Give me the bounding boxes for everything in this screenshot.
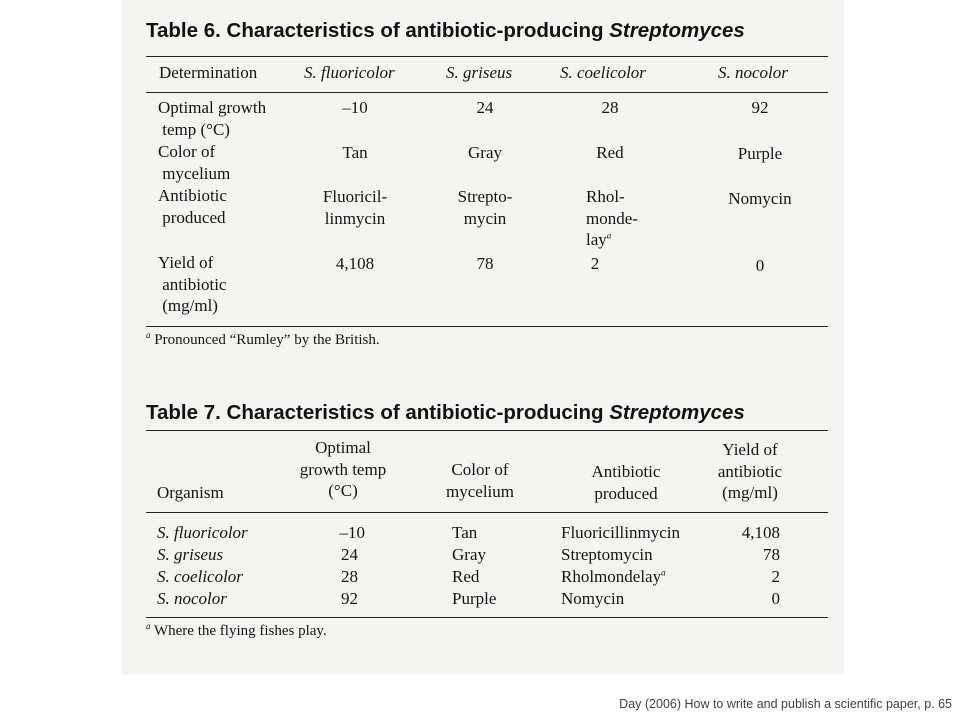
t6-row2-coelicolor: Red <box>596 143 624 162</box>
t6-row3-coelicolor-text: Rhol- monde- lay <box>586 187 638 249</box>
t6-header-fluoricolor: S. fluoricolor <box>304 63 395 82</box>
t7-row4-yield: 0 <box>771 589 780 608</box>
t7-row2-color: Gray <box>452 545 486 564</box>
t6-row4-label: Yield of antibiotic (mg/ml) <box>158 253 227 315</box>
table6-top-rule <box>146 56 828 57</box>
t7-header-organism: Organism <box>157 483 224 502</box>
t6-row1-nocolor: 92 <box>751 98 769 117</box>
t6-row4-fluoricolor: 4,108 <box>335 254 375 273</box>
t7-row1-organism: S. fluoricolor <box>157 523 248 542</box>
t7-row3-antibiotic <box>561 566 666 588</box>
table6-title-text: Table 6. Characteristics of antibiotic-producing <box>146 19 610 42</box>
table6-header-rule <box>146 92 828 93</box>
t6-row3-label: Antibiotic produced <box>158 186 227 227</box>
table6-title <box>146 19 745 43</box>
t7-row3-organism: S. coelicolor <box>157 567 243 586</box>
t6-footnote-text: Pronounced “Rumley” by the British. <box>154 332 380 348</box>
t6-row2-fluoricolor: Tan <box>342 143 368 162</box>
table6-bottom-rule <box>146 326 828 327</box>
t6-row4-griseus: 78 <box>476 254 494 273</box>
t6-row2-nocolor: Purple <box>737 144 783 163</box>
table6-title-genus: Streptomyces <box>609 19 745 42</box>
t7-row2-temp: 24 <box>341 545 358 564</box>
t7-row1-temp: –10 <box>339 523 365 542</box>
table7-title-genus: Streptomyces <box>609 401 745 424</box>
t6-row3-fluoricolor: Fluoricil- linmycin <box>322 187 388 228</box>
t6-row3-coelicolor <box>586 186 638 251</box>
t6-row1-coelicolor: 28 <box>601 98 619 117</box>
t6-row2-griseus: Gray <box>468 143 502 162</box>
t7-row3-yield: 2 <box>771 567 780 586</box>
t7-row4-temp: 92 <box>341 589 358 608</box>
table7-header-rule <box>146 512 828 513</box>
t7-footnote-text: Where the flying fishes play. <box>153 623 327 639</box>
t7-row4-organism: S. nocolor <box>157 589 227 608</box>
t7-row1-color: Tan <box>452 523 478 542</box>
t7-row4-color: Purple <box>452 589 497 608</box>
t7-footnote-ref: a <box>661 567 666 578</box>
t6-header-nocolor: S. nocolor <box>718 63 788 82</box>
t6-footnote-mark: a <box>146 330 151 340</box>
t6-row3-nocolor: Nomycin <box>728 189 792 208</box>
t6-row3-griseus: Strepto- mycin <box>457 187 513 228</box>
t6-row1-label: Optimal growth temp (°C) <box>158 98 267 139</box>
t6-footnote-ref: a <box>606 230 612 241</box>
table7-bottom-rule <box>146 617 828 618</box>
table7-title <box>146 401 745 425</box>
table7-top-rule <box>146 430 828 431</box>
t7-footnote-mark: a <box>146 621 151 631</box>
t6-row2-label: Color of mycelium <box>158 142 231 183</box>
table7-title-text: Table 7. Characteristics of antibiotic-producing <box>146 401 610 424</box>
table6-footnote <box>146 332 380 349</box>
t6-row4-coelicolor: 2 <box>590 254 600 273</box>
t6-row4-nocolor: 0 <box>755 256 765 275</box>
t7-header-color: Color of mycelium <box>446 460 514 501</box>
t6-header-coelicolor: S. coelicolor <box>560 63 646 82</box>
t6-row1-fluoricolor: –10 <box>342 98 368 117</box>
t7-header-yield: Yield of antibiotic (mg/ml) <box>717 440 783 502</box>
t6-row1-griseus: 24 <box>476 98 494 117</box>
t7-row3-temp: 28 <box>341 567 358 586</box>
t7-row1-yield: 4,108 <box>741 523 780 542</box>
t7-row1-antibiotic: Fluoricillinmycin <box>561 523 680 542</box>
t7-row4-antibiotic: Nomycin <box>561 589 625 608</box>
t6-header-griseus: S. griseus <box>446 63 513 82</box>
table7-footnote <box>146 623 327 640</box>
t6-header-determination: Determination <box>159 63 258 82</box>
t7-row3-color: Red <box>452 567 480 586</box>
source-caption: Day (2006) How to write and publish a scientific paper, p. 65 <box>619 697 952 711</box>
t7-row3-antibiotic-text: Rholmondelay <box>561 567 662 586</box>
t7-row2-antibiotic: Streptomycin <box>561 545 653 564</box>
t7-row2-organism: S. griseus <box>157 545 224 564</box>
t7-header-antibiotic: Antibiotic produced <box>591 462 661 503</box>
t7-header-temp: Optimal growth temp (°C) <box>299 438 387 500</box>
t7-row2-yield: 78 <box>763 545 780 564</box>
